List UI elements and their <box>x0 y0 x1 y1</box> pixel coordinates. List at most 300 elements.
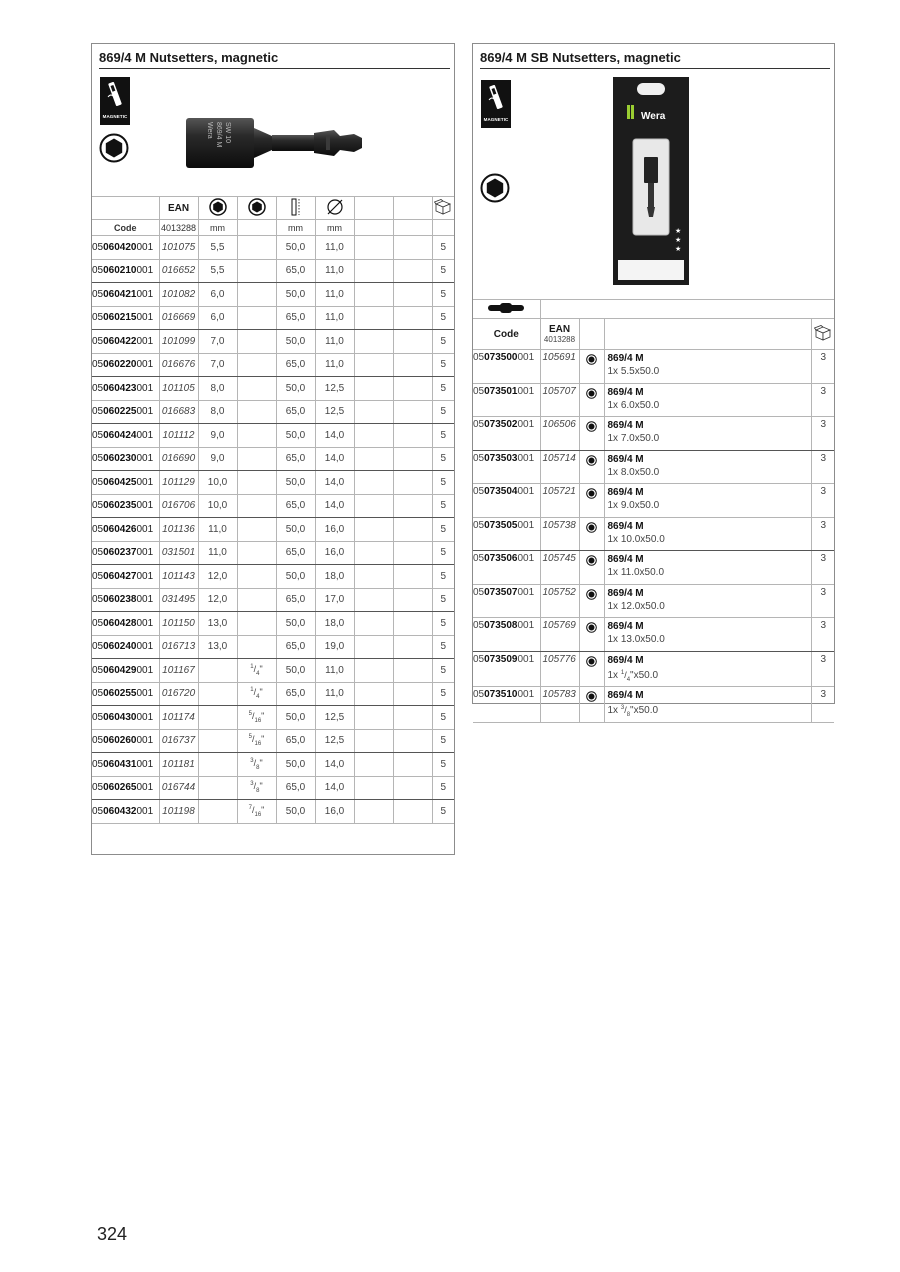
product-name: 869/4 M <box>607 587 644 599</box>
ean-value: 105776 <box>540 651 579 687</box>
code-prefix: 05 <box>92 382 104 394</box>
table-row <box>92 776 454 800</box>
length-value: 65,0 <box>276 776 315 800</box>
code-suffix: 001 <box>517 419 535 430</box>
code-suffix: 001 <box>517 553 535 564</box>
code-main: 060424 <box>103 429 137 441</box>
size-inch-value <box>237 236 276 260</box>
ean-header: EAN <box>159 197 198 220</box>
article-code <box>92 471 159 495</box>
fraction-denominator: 16 <box>254 717 262 724</box>
size-mm-value: 11,0 <box>198 541 237 565</box>
diameter-value: 18,0 <box>315 565 354 589</box>
fraction-numerator: 5 <box>248 734 252 741</box>
code-main: 060428 <box>103 617 137 629</box>
length-value: 50,0 <box>276 706 315 730</box>
size-inch-value: $^5/_{16}$" <box>237 729 276 753</box>
diameter-value: 11,0 <box>315 306 354 330</box>
product-name: 869/4 M <box>607 487 644 498</box>
ean-value: 105707 <box>540 383 579 417</box>
pack-quantity: 5 <box>432 306 454 330</box>
nutsetter-tool-image <box>184 116 366 172</box>
article-code <box>92 353 159 377</box>
fraction-numerator: 3 <box>620 705 625 712</box>
code-prefix: 05 <box>92 359 104 371</box>
diameter-value: 11,0 <box>315 283 354 307</box>
pack-quantity: 5 <box>432 565 454 589</box>
pack-quantity: 5 <box>432 400 454 424</box>
article-code <box>473 618 540 652</box>
star-icon: ★ <box>675 236 682 244</box>
length-value: 50,0 <box>276 659 315 683</box>
left-panel-title: 869/4 M Nutsetters, magnetic <box>99 48 450 69</box>
code-prefix: 05 <box>92 453 104 465</box>
diameter-value: 14,0 <box>315 424 354 448</box>
code-suffix: 001 <box>136 782 154 794</box>
table-row <box>92 753 454 777</box>
article-code <box>473 350 540 384</box>
code-suffix: 001 <box>517 586 535 598</box>
code-prefix: 05 <box>473 452 485 464</box>
length-value: 65,0 <box>276 447 315 471</box>
ean-value: 016676 <box>159 353 198 377</box>
ean-value: 016683 <box>159 400 198 424</box>
code-prefix: 05 <box>92 523 104 535</box>
pack-quantity: 5 <box>432 729 454 753</box>
table-row <box>92 682 454 706</box>
article-code <box>92 447 159 471</box>
right-spec-table <box>473 299 834 723</box>
length-value: 65,0 <box>276 541 315 565</box>
size-inch-value <box>237 353 276 377</box>
size-prefix: 1x <box>607 705 621 717</box>
code-suffix: 001 <box>136 453 154 465</box>
code-suffix: 001 <box>136 288 154 300</box>
diameter-value: 11,0 <box>315 353 354 377</box>
code-suffix: 001 <box>136 429 154 441</box>
size-mm-value <box>198 706 237 730</box>
code-main: 060255 <box>103 688 137 700</box>
table-row <box>92 494 454 518</box>
code-header: Code <box>473 319 540 350</box>
ean-value: 101174 <box>159 706 198 730</box>
article-code <box>473 584 540 618</box>
pack-quantity: 3 <box>811 417 834 451</box>
code-suffix: 001 <box>136 359 154 371</box>
pack-quantity: 5 <box>432 635 454 659</box>
size-mm-value: 10,0 <box>198 494 237 518</box>
code-main: 073500 <box>484 352 518 363</box>
code-main: 060230 <box>103 453 137 465</box>
left-spec-table <box>92 196 454 824</box>
product-name: 869/4 M <box>607 386 644 398</box>
pack-quantity: 5 <box>432 682 454 706</box>
article-code <box>473 450 540 484</box>
pack-quantity: 3 <box>811 484 834 518</box>
code-suffix: 001 <box>136 641 154 653</box>
code-prefix: 05 <box>92 288 104 300</box>
code-suffix: 001 <box>517 620 535 631</box>
ean-value: 101136 <box>159 518 198 542</box>
ean-value: 101099 <box>159 330 198 354</box>
pack-quantity: 5 <box>432 330 454 354</box>
table-row <box>92 447 454 471</box>
code-suffix: 001 <box>136 382 154 394</box>
article-code <box>473 651 540 687</box>
code-suffix: 001 <box>136 312 154 324</box>
pack-quantity: 5 <box>432 776 454 800</box>
table-row <box>92 588 454 612</box>
size-mm-value: 10,0 <box>198 471 237 495</box>
size-mm-value <box>198 776 237 800</box>
diameter-value: 11,0 <box>315 259 354 283</box>
ean-value: 101105 <box>159 377 198 401</box>
package-box-icon <box>434 198 452 216</box>
pack-quantity: 3 <box>811 687 834 723</box>
article-code <box>92 659 159 683</box>
size-inch-value <box>237 283 276 307</box>
pack-quantity: 3 <box>811 618 834 652</box>
unit-mm: mm <box>276 220 315 236</box>
pack-quantity: 5 <box>432 753 454 777</box>
length-value: 50,0 <box>276 753 315 777</box>
package-box-icon <box>814 324 832 342</box>
size-inch-value <box>237 635 276 659</box>
product-size: 1x 10.0x50.0 <box>607 533 665 545</box>
diameter-value: 11,0 <box>315 236 354 260</box>
ean-value: 101129 <box>159 471 198 495</box>
table-row <box>473 417 834 451</box>
page-number: 324 <box>97 1224 128 1244</box>
diameter-value: 17,0 <box>315 588 354 612</box>
diameter-value: 16,0 <box>315 541 354 565</box>
diameter-value: 14,0 <box>315 471 354 495</box>
code-suffix: 001 <box>517 385 535 397</box>
length-value: 65,0 <box>276 588 315 612</box>
length-value: 50,0 <box>276 800 315 824</box>
code-main: 060426 <box>103 523 137 535</box>
tool-text-model: 869/4 M <box>215 122 222 148</box>
code-suffix: 001 <box>136 617 154 629</box>
code-suffix: 001 <box>136 805 154 817</box>
code-prefix: 05 <box>473 653 485 665</box>
ean-value: 016669 <box>159 306 198 330</box>
size-mm-value <box>198 682 237 706</box>
code-suffix: 001 <box>136 594 154 606</box>
code-main: 060421 <box>103 288 137 300</box>
article-code <box>92 565 159 589</box>
product-name: 869/4 M <box>607 520 644 532</box>
pack-quantity: 5 <box>432 447 454 471</box>
pack-quantity: 5 <box>432 659 454 683</box>
pack-quantity: 5 <box>432 236 454 260</box>
ean-value: 101112 <box>159 424 198 448</box>
hex-bullet-icon <box>586 622 597 633</box>
size-inch-value <box>237 447 276 471</box>
size-inch-value <box>237 565 276 589</box>
pack-quantity: 3 <box>811 551 834 585</box>
code-prefix: 05 <box>473 352 485 363</box>
ean-value: 105714 <box>540 450 579 484</box>
size-mm-value: 12,0 <box>198 588 237 612</box>
pack-quantity: 3 <box>811 584 834 618</box>
fraction-denominator: 8 <box>256 764 260 771</box>
ean-value: 016706 <box>159 494 198 518</box>
ean-value: 101143 <box>159 565 198 589</box>
code-main: 060420 <box>103 241 137 253</box>
size-mm-value: 11,0 <box>198 518 237 542</box>
product-name: 869/4 M <box>607 690 644 702</box>
pack-quantity: 5 <box>432 588 454 612</box>
product-size: 1x 9.0x50.0 <box>607 500 660 511</box>
fraction-denominator: 16 <box>254 741 262 748</box>
magnetic-bit-icon <box>105 81 125 107</box>
code-suffix: 001 <box>517 653 535 665</box>
code-prefix: 05 <box>92 711 104 723</box>
size-mm-value: 6,0 <box>198 306 237 330</box>
hex-bullet-icon <box>586 354 597 365</box>
size-inch-value <box>237 400 276 424</box>
product-size: 1x $^3/_8"x50.0$ <box>607 705 659 719</box>
magnetic-badge-label: MAGNETIC <box>102 114 128 119</box>
ean-value: 101167 <box>159 659 198 683</box>
hex-socket-icon <box>480 173 510 203</box>
size-inch-value <box>237 306 276 330</box>
table-row <box>92 518 454 542</box>
code-suffix: 001 <box>517 352 535 363</box>
code-prefix: 05 <box>92 406 104 418</box>
hex-socket-icon <box>99 133 129 163</box>
diameter-value: 11,0 <box>315 682 354 706</box>
product-description <box>604 350 811 384</box>
code-prefix: 05 <box>92 335 104 347</box>
size-mm-value: 13,0 <box>198 635 237 659</box>
code-suffix: 001 <box>517 519 535 531</box>
product-description <box>604 417 811 451</box>
bit-length-icon <box>488 302 524 314</box>
code-main: 073509 <box>484 653 518 665</box>
pack-brand-text: Wera <box>641 111 666 122</box>
star-icon: ★ <box>675 245 682 253</box>
hex-bullet-icon <box>586 488 597 499</box>
code-prefix: 05 <box>92 265 104 277</box>
ean-value: 106506 <box>540 417 579 451</box>
diameter-value: 14,0 <box>315 494 354 518</box>
code-suffix: 001 <box>136 523 154 535</box>
table-row <box>473 618 834 652</box>
table-row <box>473 450 834 484</box>
fraction-denominator: 4 <box>256 694 260 701</box>
length-value: 65,0 <box>276 494 315 518</box>
magnetic-badge <box>100 77 130 125</box>
table-row <box>92 612 454 636</box>
table-row <box>473 584 834 618</box>
ean-value: 016744 <box>159 776 198 800</box>
ean-prefix: 4013288 <box>543 335 576 344</box>
table-row <box>473 687 834 723</box>
right-product-panel <box>472 43 835 719</box>
length-value: 50,0 <box>276 518 315 542</box>
size-mm-value <box>198 753 237 777</box>
ean-value: 101075 <box>159 236 198 260</box>
length-value: 65,0 <box>276 635 315 659</box>
table-row <box>92 800 454 824</box>
code-prefix: 05 <box>473 586 485 598</box>
ean-value: 105752 <box>540 584 579 618</box>
ean-value: 016737 <box>159 729 198 753</box>
article-code <box>92 494 159 518</box>
left-product-panel <box>91 43 455 855</box>
pack-quantity: 3 <box>811 383 834 417</box>
hex-mm-icon <box>209 198 227 216</box>
pack-quantity: 3 <box>811 517 834 551</box>
article-code <box>92 283 159 307</box>
code-suffix: 001 <box>517 452 535 464</box>
code-main: 073508 <box>484 620 518 631</box>
article-code <box>92 236 159 260</box>
code-prefix: 05 <box>92 735 104 747</box>
code-main: 060215 <box>103 312 137 324</box>
length-value: 65,0 <box>276 729 315 753</box>
code-main: 060429 <box>103 664 137 676</box>
code-main: 060210 <box>103 265 137 277</box>
hex-bullet-icon <box>586 589 597 600</box>
code-prefix: 05 <box>92 570 104 582</box>
product-description <box>604 584 811 618</box>
article-code <box>92 588 159 612</box>
length-value: 50,0 <box>276 565 315 589</box>
size-suffix: "x50.0 <box>630 669 659 681</box>
ean-value: 105783 <box>540 687 579 723</box>
article-code <box>92 753 159 777</box>
fraction-numerator: 3 <box>250 757 254 764</box>
article-code <box>473 517 540 551</box>
length-value: 65,0 <box>276 682 315 706</box>
pack-quantity: 5 <box>432 353 454 377</box>
code-suffix: 001 <box>136 570 154 582</box>
code-prefix: 05 <box>473 519 485 531</box>
table-row <box>473 383 834 417</box>
table-row <box>92 659 454 683</box>
code-suffix: 001 <box>136 547 154 559</box>
length-value: 50,0 <box>276 236 315 260</box>
pack-quantity: 5 <box>432 283 454 307</box>
tool-text-size: SW 10 <box>224 122 231 144</box>
article-code <box>92 377 159 401</box>
code-prefix: 05 <box>92 476 104 488</box>
fraction-numerator: 7 <box>248 804 252 811</box>
table-row <box>473 651 834 687</box>
product-size: 1x $^1/_4"x50.0$ <box>607 669 659 683</box>
code-prefix: 05 <box>92 688 104 700</box>
code-suffix: 001 <box>136 476 154 488</box>
size-inch-value <box>237 518 276 542</box>
hex-bullet-icon <box>586 388 597 399</box>
diameter-value: 18,0 <box>315 612 354 636</box>
size-suffix: "x50.0 <box>630 705 659 717</box>
ean-value: 105721 <box>540 484 579 518</box>
code-suffix: 001 <box>517 486 535 497</box>
hex-bullet-icon <box>586 421 597 432</box>
table-row <box>92 424 454 448</box>
diameter-value: 14,0 <box>315 753 354 777</box>
product-size: 1x 6.0x50.0 <box>607 399 660 411</box>
diameter-value: 11,0 <box>315 330 354 354</box>
code-suffix: 001 <box>517 689 535 701</box>
product-description <box>604 618 811 652</box>
code-prefix: 05 <box>92 429 104 441</box>
code-main: 060425 <box>103 476 137 488</box>
fraction-numerator: 3 <box>250 781 254 788</box>
blister-pack-image <box>613 77 689 285</box>
magnetic-bit-icon <box>486 84 506 110</box>
size-inch-value: $^1/_4$" <box>237 659 276 683</box>
code-main: 060260 <box>103 735 137 747</box>
size-inch-value <box>237 494 276 518</box>
pack-quantity: 5 <box>432 424 454 448</box>
star-icon: ★ <box>675 227 682 235</box>
pack-quantity: 5 <box>432 494 454 518</box>
size-inch-value: $^5/_{16}$" <box>237 706 276 730</box>
pack-quantity: 5 <box>432 541 454 565</box>
code-prefix: 05 <box>92 758 104 770</box>
size-inch-value <box>237 424 276 448</box>
pack-quantity: 3 <box>811 350 834 384</box>
code-suffix: 001 <box>136 664 154 676</box>
article-code <box>92 612 159 636</box>
ean-value: 016690 <box>159 447 198 471</box>
article-code <box>92 518 159 542</box>
diameter-icon <box>326 198 344 216</box>
size-mm-value: 9,0 <box>198 447 237 471</box>
table-row <box>92 729 454 753</box>
code-header: Code <box>92 220 159 236</box>
article-code <box>92 800 159 824</box>
table-row <box>473 517 834 551</box>
table-row <box>473 551 834 585</box>
size-mm-value: 5,5 <box>198 236 237 260</box>
fraction-denominator: 16 <box>254 811 262 818</box>
diameter-value: 16,0 <box>315 518 354 542</box>
size-mm-value: 7,0 <box>198 353 237 377</box>
diameter-value: 12,5 <box>315 706 354 730</box>
diameter-value: 14,0 <box>315 447 354 471</box>
hex-bullet-icon <box>586 522 597 533</box>
ean-value: 105691 <box>540 350 579 384</box>
hex-bullet-icon <box>586 656 597 667</box>
code-main: 060235 <box>103 500 137 512</box>
size-inch-value <box>237 541 276 565</box>
code-suffix: 001 <box>136 758 154 770</box>
size-inch-value: $^7/_{16}$" <box>237 800 276 824</box>
ean-value: 101150 <box>159 612 198 636</box>
code-prefix: 05 <box>92 500 104 512</box>
ean-value: 016720 <box>159 682 198 706</box>
code-main: 060240 <box>103 641 137 653</box>
code-prefix: 05 <box>92 641 104 653</box>
code-main: 060422 <box>103 335 137 347</box>
diameter-value: 12,5 <box>315 729 354 753</box>
ean-header: EAN <box>548 324 571 335</box>
code-prefix: 05 <box>473 553 485 564</box>
table-row <box>92 259 454 283</box>
size-prefix: 1x <box>607 669 621 681</box>
tool-text-brand: Wera <box>206 122 213 139</box>
code-suffix: 001 <box>136 335 154 347</box>
product-name: 869/4 M <box>607 554 644 565</box>
diameter-value: 14,0 <box>315 776 354 800</box>
hex-bullet-icon <box>586 455 597 466</box>
